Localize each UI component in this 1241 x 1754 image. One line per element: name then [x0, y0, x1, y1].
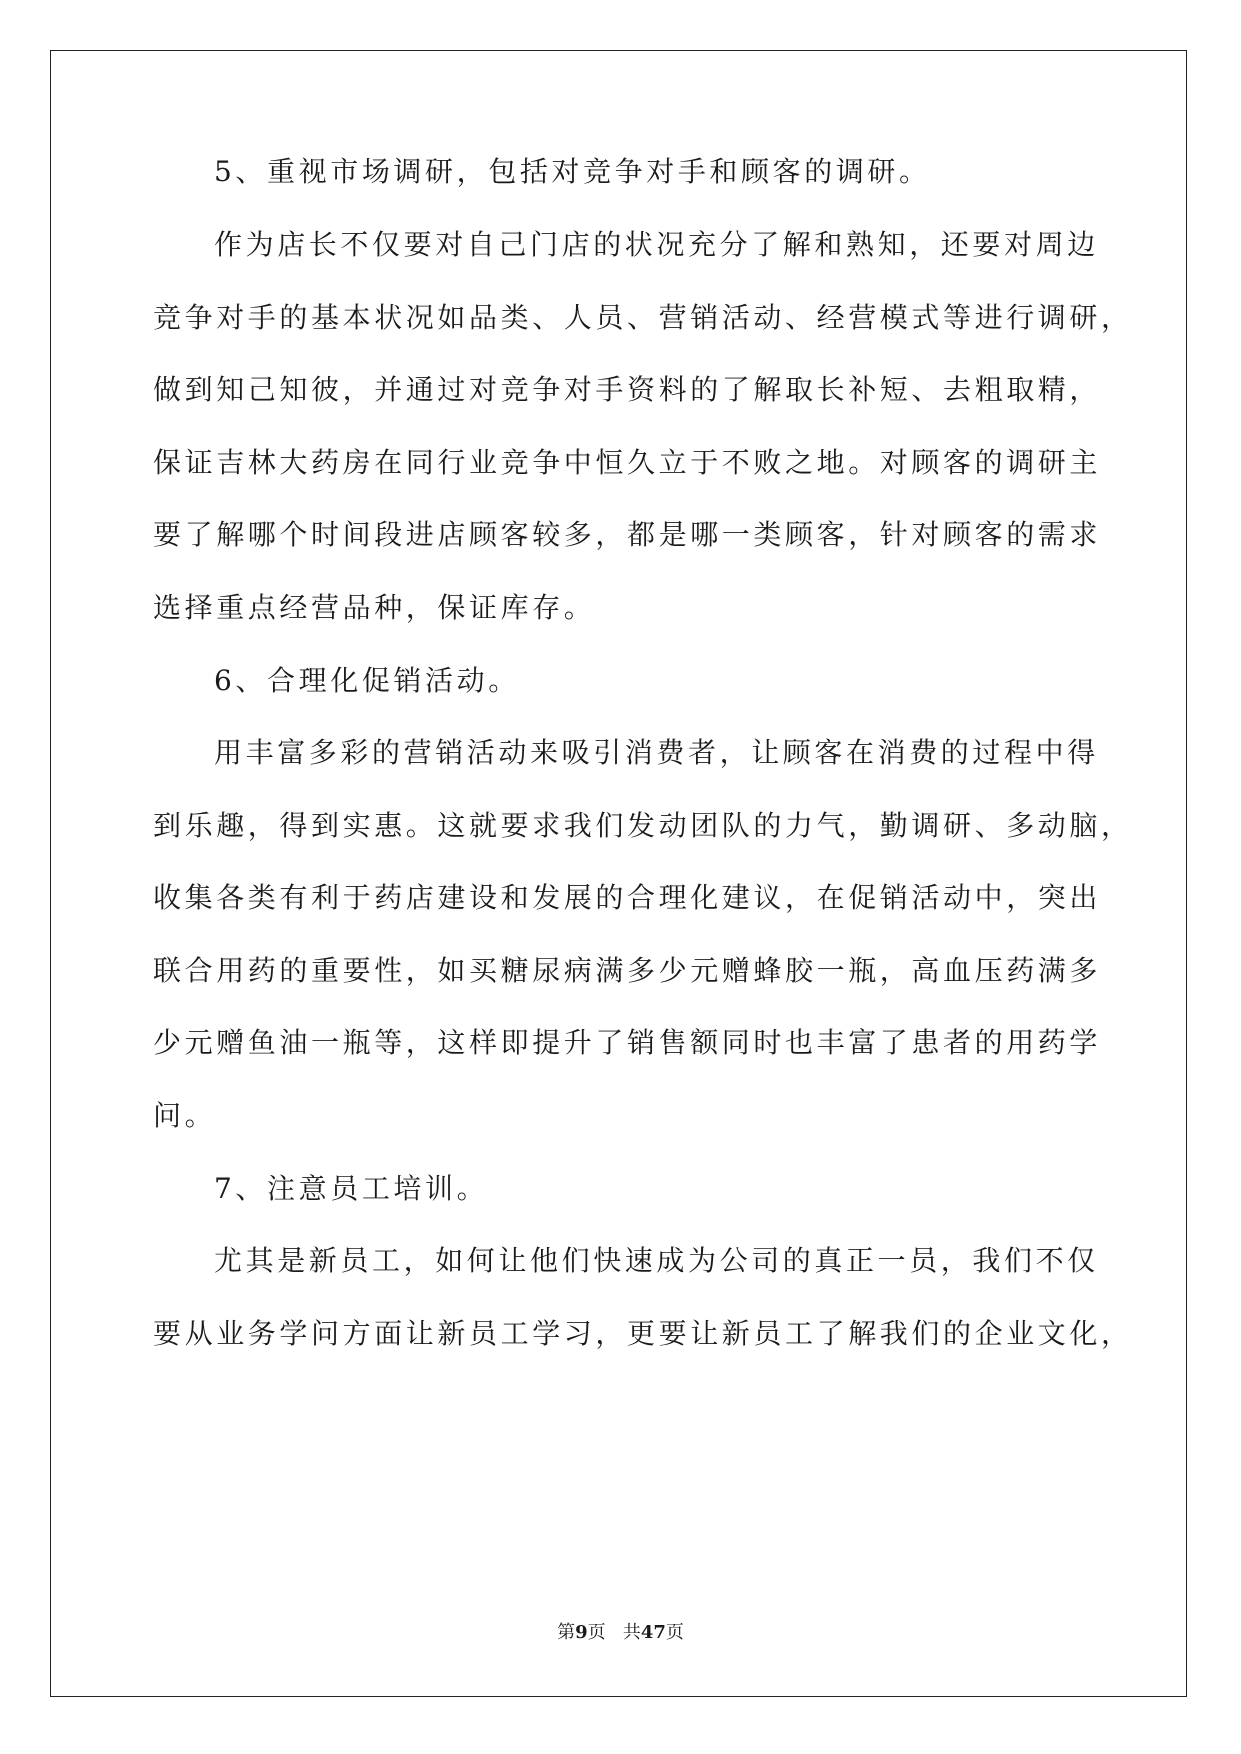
page-footer	[0, 1618, 1241, 1644]
paragraph-line: 到乐趣，得到实惠。这就要求我们发动团队的力气，勤调研、多动脑，	[153, 809, 1133, 842]
heading-staff-training: 7、注意员工培训。	[214, 1172, 489, 1205]
paragraph-line: 尤其是新员工，如何让他们快速成为公司的真正一员，我们不仅	[214, 1244, 1099, 1277]
paragraph-line: 竞争对手的基本状况如品类、人员、营销活动、经营模式等进行调研，	[153, 301, 1133, 334]
paragraph-line: 联合用药的重要性，如买糖尿病满多少元赠蜂胶一瓶，高血压药满多	[153, 954, 1102, 987]
paragraph-line: 做到知己知彼，并通过对竞争对手资料的了解取长补短、去粗取精，	[153, 373, 1102, 406]
paragraph-line: 少元赠鱼油一瓶等，这样即提升了销售额同时也丰富了患者的用药学	[153, 1026, 1102, 1059]
paragraph-line: 问。	[153, 1099, 217, 1132]
footer-total-unit: 页	[665, 1622, 684, 1643]
paragraph-line: 选择重点经营品种，保证库存。	[153, 591, 596, 624]
footer-page-unit: 页	[587, 1622, 606, 1643]
footer-total-prefix: 共	[622, 1622, 641, 1643]
footer-prefix: 第	[557, 1622, 576, 1643]
paragraph-line: 用丰富多彩的营销活动来吸引消费者，让顾客在消费的过程中得	[214, 736, 1099, 769]
paragraph-line: 要从业务学问方面让新员工学习，更要让新员工了解我们的企业文化，	[153, 1317, 1133, 1350]
page-number: 9	[575, 1622, 588, 1643]
total-pages: 47	[640, 1622, 666, 1643]
heading-promotion: 6、合理化促销活动。	[214, 664, 520, 697]
heading-market-research: 5、重视市场调研，包括对竞争对手和顾客的调研。	[214, 155, 931, 188]
paragraph-line: 收集各类有利于药店建设和发展的合理化建议，在促销活动中，突出	[153, 881, 1102, 914]
paragraph-line: 要了解哪个时间段进店顾客较多，都是哪一类顾客，针对顾客的需求	[153, 518, 1102, 551]
paragraph-line: 作为店长不仅要对自己门店的状况充分了解和熟知，还要对周边	[214, 228, 1099, 261]
paragraph-line: 保证吉林大药房在同行业竞争中恒久立于不败之地。对顾客的调研主	[153, 446, 1102, 479]
